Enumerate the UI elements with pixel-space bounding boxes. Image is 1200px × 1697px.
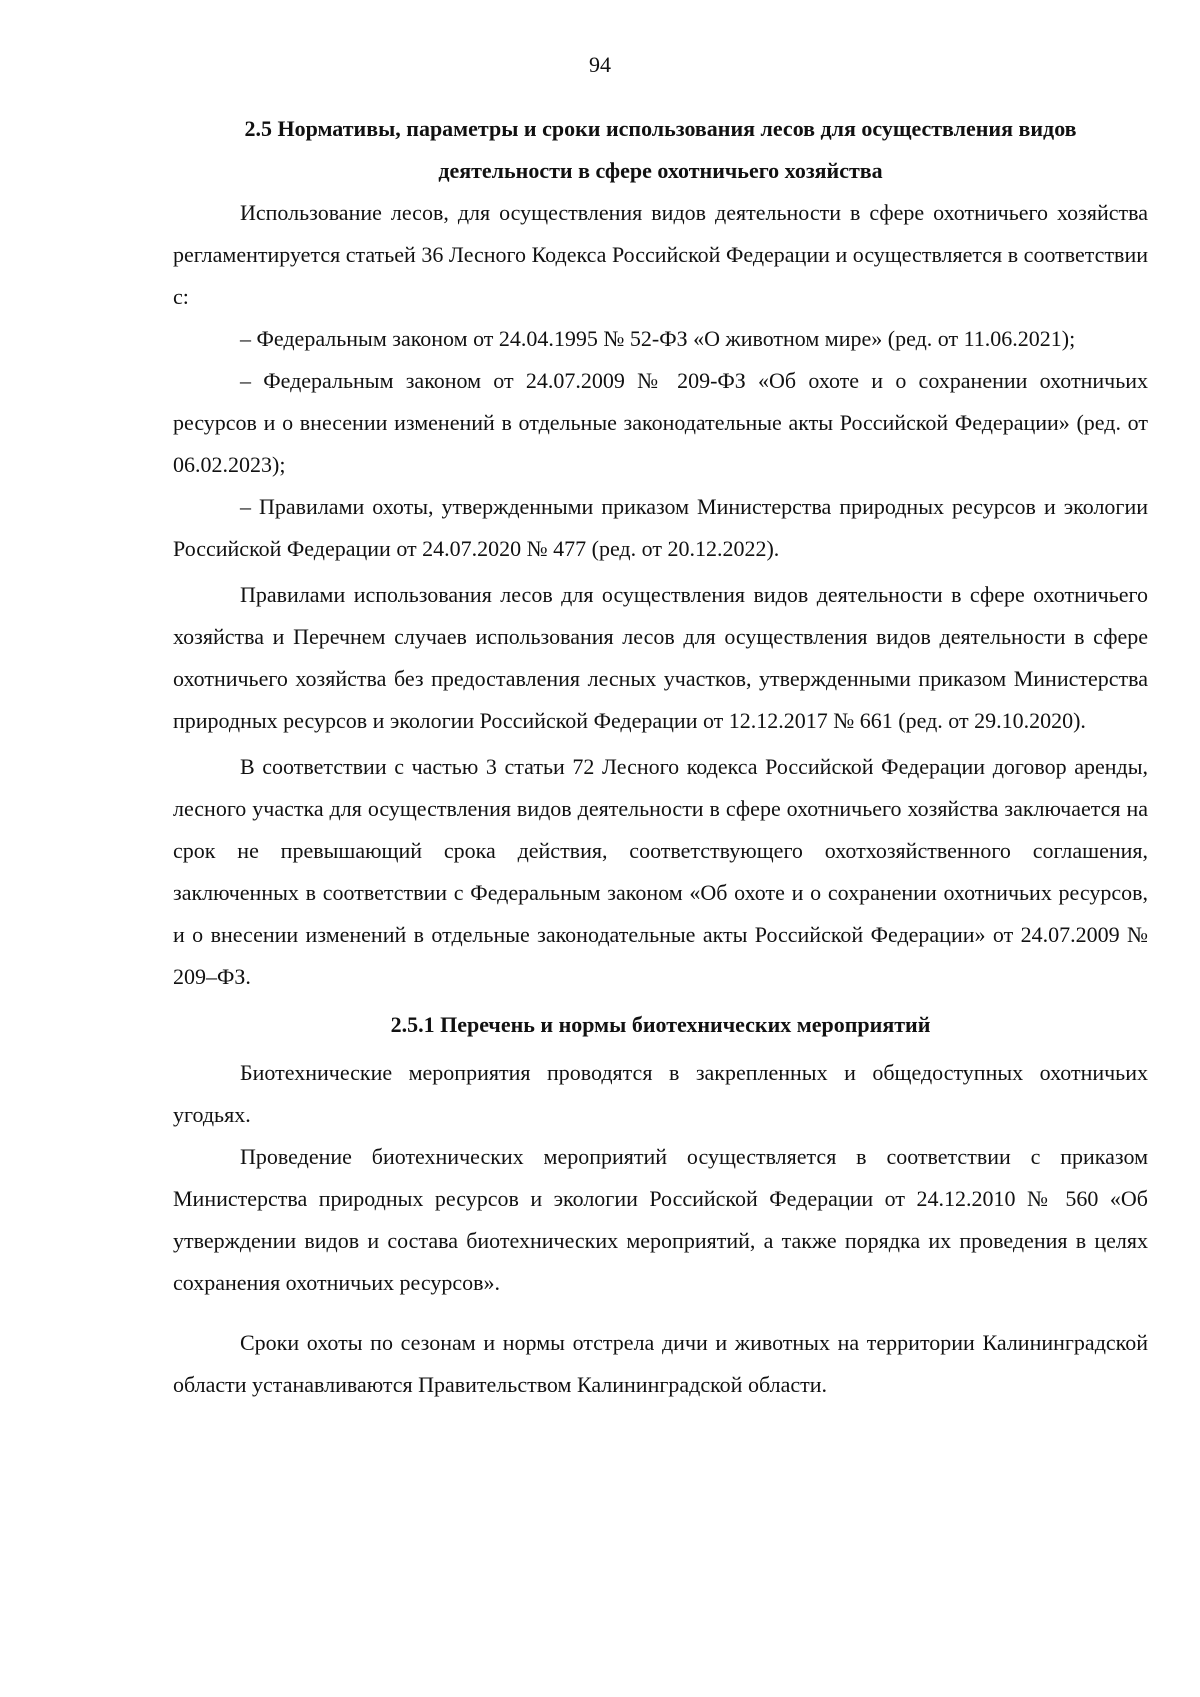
paragraph-hunting-rules: – Правилами охоты, утвержденными приказом Министерства природных ресурсов и экологии Российской Федерации от 24.07.2020 № 477 (ред. от 20.12.2022). [173,494,1148,561]
section-heading: 2.5 Нормативы, параметры и сроки использования лесов для осуществления видов деятельности в сфере охотничьего хозяйства [244,116,1077,183]
page-content [173,108,1148,1406]
paragraph-lease-agreement: В соответствии с частью 3 статьи 72 Лесного кодекса Российской Федерации договор аренды, лесного участка для осуществления видов деятельности в сфере охотничьего хозяйства заключается на срок не превышающий срока действия, соответствующего охотхозяйственного соглашения, заключенных в соответствии с Федеральным законом «Об охоте и о сохранении охотничьих ресурсов, и о внесении изменений в отдельные законодательные акты Российской Федерации» от 24.07.2009 № 209–ФЗ. [173,754,1148,989]
paragraph-forest-use-rules: Правилами использования лесов для осуществления видов деятельности в сфере охотничьего хозяйства и Перечнем случаев использования лесов для осуществления видов деятельности в сфере охотничьего хозяйства без предоставления лесных участков, утвержденными приказом Министерства природных ресурсов и экологии Российской Федерации от 12.12.2017 № 661 (ред. от 29.10.2020). [173,582,1148,733]
paragraph-law-hunting: – Федеральным законом от 24.07.2009 № 209-ФЗ «Об охоте и о сохранении охотничьих ресурсов и о внесении изменений в отдельные законодательные акты Российской Федерации» (ред. от 06.02.2023); [173,368,1148,477]
paragraph-forest-use-intro: Использование лесов, для осуществления видов деятельности в сфере охотничьего хозяйства регламентируется статьей 36 Лесного Кодекса Российской Федерации и осуществляется в соответствии с: [173,200,1148,309]
paragraph-hunting-seasons: Сроки охоты по сезонам и нормы отстрела дичи и животных на территории Калининградской области устанавливаются Правительством Калининградской области. [173,1330,1148,1397]
subsection-heading: 2.5.1 Перечень и нормы биотехнических мероприятий [390,1012,931,1037]
page-number: 94 [589,52,611,77]
paragraph-law-wildlife: – Федеральным законом от 24.04.1995 № 52-ФЗ «О животном мире» (ред. от 11.06.2021); [240,326,1076,351]
paragraph-biotech-order: Проведение биотехнических мероприятий осуществляется в соответствии с приказом Министерства природных ресурсов и экологии Российской Федерации от 24.12.2010 № 560 «Об утверждении видов и состава биотехнических мероприятий, а также порядка их проведения в целях сохранения охотничьих ресурсов». [173,1144,1148,1295]
paragraph-biotech-activities: Биотехнические мероприятия проводятся в закрепленных и общедоступных охотничьих угодьях. [173,1060,1148,1127]
